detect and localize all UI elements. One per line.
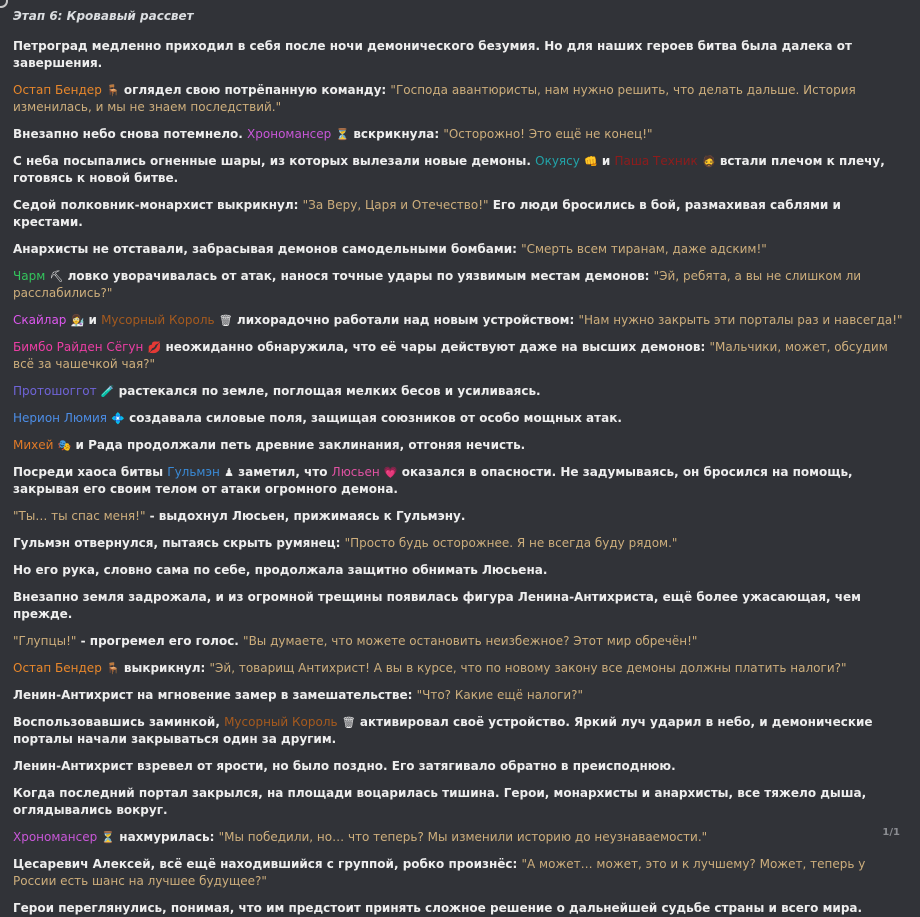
story-paragraph — [13, 410, 908, 427]
pick-icon: ⛏ — [49, 270, 64, 283]
story-paragraph — [13, 687, 908, 704]
story-paragraph — [13, 660, 908, 677]
character-name: Мусорный Король — [101, 313, 215, 327]
story-paragraph — [13, 535, 908, 552]
narration-text: заметил, что — [233, 465, 332, 479]
scientist-icon: 👩‍🔬 — [70, 314, 85, 327]
story-paragraph — [13, 464, 908, 498]
narration-text: Ленин-Антихрист на мгновение замер в замешательстве: — [13, 688, 417, 702]
quote-text: "Просто будь осторожнее. Я не всегда буду рядом." — [344, 536, 678, 550]
narration-text: встали плечом к плечу, готовясь к новой битве. — [13, 154, 885, 185]
character-name: Люсьен — [331, 465, 380, 479]
character-name: Скайлар — [13, 313, 67, 327]
story-paragraph — [13, 241, 908, 258]
quote-text: "Мальчики, может, обсудим всё за чашечкой чая?" — [13, 340, 888, 371]
narration-text: Воспользовавшись заминкой, — [13, 715, 225, 729]
narration-text: растекался по земле, поглощая мелких бесов и усиливаясь. — [114, 384, 541, 398]
crystal-icon: 💠 — [111, 412, 125, 425]
story-paragraph — [13, 153, 908, 187]
story-paragraph — [13, 829, 908, 846]
story-paragraph — [13, 900, 908, 917]
circle-icon — [0, 0, 8, 8]
quote-text: "Смерть всем тиранам, даже адским!" — [521, 242, 767, 256]
fist-icon: 👊 — [584, 155, 598, 168]
quote-text: "Господа авантюристы, нам нужно решить, что делать дальше. История изменилась, и мы не знаем последствий." — [13, 83, 856, 114]
narration-text: С неба посыпались огненные шары, из которых вылезали новые демоны. — [13, 154, 536, 168]
character-name: Гульмэн — [167, 465, 220, 479]
narration-text: - прогремел его голос. — [76, 634, 244, 648]
narration-text: и — [597, 154, 615, 168]
heart-icon: 💗 — [383, 466, 398, 479]
narration-text: нахмурилась: — [115, 830, 219, 844]
narration-text: Петроград медленно приходил в себя после ночи демонического безумия. Но для наших героев битва была далека от завершения. — [13, 39, 852, 70]
quote-text: "Нам нужно закрыть эти порталы раз и навсегда!" — [578, 313, 903, 327]
story-body — [13, 38, 908, 917]
character-name: Окуясу — [535, 154, 580, 168]
quote-text: "Вы думаете, что можете остановить неизбежное? Этот мир обречён!" — [243, 634, 698, 648]
character-name: Бимбо Райден Сёгун — [13, 340, 144, 354]
narration-text: Гульмэн отвернулся, пытаясь скрыть румянец: — [13, 536, 345, 550]
narration-text: Ленин-Антихрист взревел от ярости, но было поздно. Его затягивало обратно в преисподнюю. — [13, 759, 676, 773]
hourglass-icon: ⏳ — [335, 128, 350, 141]
narration-text: неожиданно обнаружила, что её чары действуют даже на высших демонов: — [161, 340, 710, 354]
quote-text: "Глупцы!" — [13, 634, 77, 648]
potion-icon: 🧪 — [100, 385, 115, 398]
story-paragraph — [13, 197, 908, 231]
narration-text: выкрикнул: — [119, 661, 210, 675]
wastebasket-icon: 🗑 — [341, 716, 356, 729]
quote-text: "А может… может, это и к лучшему? Может, теперь у России есть шанс на лучшее будущее?" — [13, 857, 866, 888]
story-paragraph — [13, 508, 908, 525]
character-name: Остап Бендер — [13, 661, 102, 675]
lips-icon: 💋 — [147, 341, 162, 354]
bearded-face-icon: 🧔 — [701, 155, 716, 168]
character-name: Нерион Люмия — [13, 411, 108, 425]
chapter-title: Этап 6: Кровавый рассвет — [13, 9, 194, 23]
narration-text: оглядел свою потрёпанную команду: — [119, 83, 391, 97]
narration-text: Его люди бросились в бой, размахивая саблями и крестами. — [13, 198, 841, 229]
story-paragraph — [13, 383, 908, 400]
story-paragraph — [13, 633, 908, 650]
pawn-icon: ♟ — [224, 466, 234, 479]
chair-icon: 🪑 — [106, 84, 120, 97]
quote-text: "Эй, ребята, а вы не слишком ли расслабились?" — [13, 269, 862, 300]
narration-text: - выдохнул Люсьен, прижимаясь к Гульмэну. — [145, 509, 466, 523]
narration-text: Внезапно земля задрожала, и из огромной трещины появилась фигура Ленина-Антихриста, ещё более ужасающая, чем прежде. — [13, 590, 861, 621]
character-name: Протошоггот — [13, 384, 97, 398]
character-name: Паша Техник — [614, 154, 698, 168]
narration-text: оказался в опасности. Не задумываясь, он бросился на помощь, закрывая его своим телом от атаки огромного демона. — [13, 465, 853, 496]
quote-text: "Мы победили, но… что теперь? Мы изменили историю до неузнаваемости." — [218, 830, 708, 844]
story-paragraph — [13, 714, 908, 748]
narration-text: и Рада продолжали петь древние заклинания, отгоняя нечисть. — [71, 438, 526, 452]
story-paragraph — [13, 758, 908, 775]
character-name: Хрономансер — [13, 830, 98, 844]
narration-text: Но его рука, словно сама по себе, продолжала защитно обнимать Люсьена. — [13, 563, 548, 577]
narration-text: Цесаревич Алексей, всё ещё находившийся с группой, робко произнёс: — [13, 857, 522, 871]
character-name: Хрономансер — [247, 127, 332, 141]
narration-text: Седой полковник-монархист выкрикнул: — [13, 198, 303, 212]
story-paragraph — [13, 339, 908, 373]
story-paragraph — [13, 268, 908, 302]
story-paragraph — [13, 38, 908, 72]
chair-icon: 🪑 — [106, 662, 120, 675]
hourglass-icon: ⏳ — [101, 831, 116, 844]
page-indicator: 1/1 — [882, 827, 900, 838]
character-name: Мусорный Король — [224, 715, 338, 729]
story-paragraph — [13, 82, 908, 116]
narration-text: вскрикнула: — [349, 127, 444, 141]
narration-text: активировал своё устройство. Яркий луч ударил в небо, и демонические порталы начали закрываться один за другим. — [13, 715, 873, 746]
story-paragraph — [13, 126, 908, 143]
quote-text: "Что? Какие ещё налоги?" — [416, 688, 584, 702]
quote-text: "За Веру, Царя и Отечество!" — [302, 198, 489, 212]
character-name: Остап Бендер — [13, 83, 102, 97]
story-paragraph — [13, 312, 908, 329]
narration-text: лихорадочно работали над новым устройством: — [232, 313, 579, 327]
narration-text: Посреди хаоса битвы — [13, 465, 168, 479]
theater-masks-icon: 🎭 — [57, 439, 72, 452]
narration-text: создавала силовые поля, защищая союзников от особо мощных атак. — [124, 411, 622, 425]
character-name: Михей — [13, 438, 54, 452]
quote-text: "Эй, товарищ Антихрист! А вы в курсе, что по новому закону все демоны должны платить налоги?" — [209, 661, 847, 675]
narration-text: Герои переглянулись, понимая, что им предстоит принять сложное решение о дальнейшей судьбе страны и всего мира. — [13, 901, 863, 915]
story-paragraph — [13, 856, 908, 890]
narration-text: Когда последний портал закрылся, на площади воцарилась тишина. Герои, монархисты и анархисты, все тяжело дыша, оглядывались вокруг. — [13, 786, 867, 817]
narration-text: Анархисты не отставали, забрасывая демонов самодельными бомбами: — [13, 242, 522, 256]
quote-text: "Ты… ты спас меня!" — [13, 509, 146, 523]
story-paragraph — [13, 562, 908, 579]
narration-text: и — [84, 313, 102, 327]
quote-text: "Осторожно! Это ещё не конец!" — [443, 127, 653, 141]
wastebasket-icon: 🗑 — [218, 314, 233, 327]
story-paragraph — [13, 785, 908, 819]
story-paragraph — [13, 437, 908, 454]
character-name: Чарм — [13, 269, 46, 283]
story-paragraph — [13, 589, 908, 623]
narration-text: Внезапно небо снова потемнело. — [13, 127, 248, 141]
narration-text: ловко уворачивалась от атак, нанося точные удары по уязвимым местам демонов: — [63, 269, 654, 283]
